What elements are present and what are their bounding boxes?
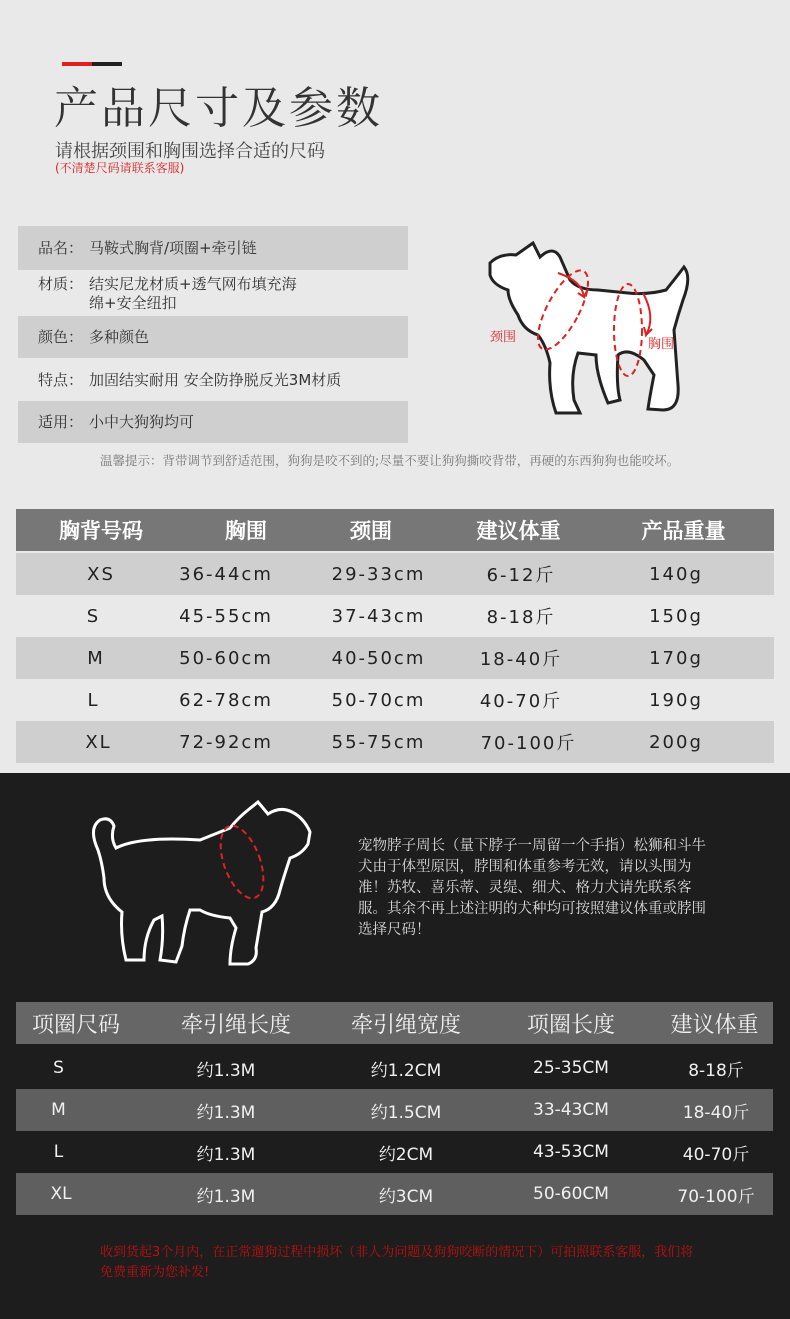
spec-row-suitable — [18, 401, 408, 443]
spec-value: 结实尼龙材质+透气网布填充海 — [89, 275, 297, 293]
subtitle-note: (不清楚尺码请联系客服) — [55, 161, 185, 175]
cell-product-weight: 140g — [649, 563, 703, 585]
dog-neck-diagram — [80, 788, 330, 978]
warranty-note: 收到货起3个月内，在正常遛狗过程中损坏（非人为问题及狗狗咬断的情况下）可拍照联系客服，我们将免费重新为您补发! — [100, 1245, 694, 1280]
harness-table-header — [16, 509, 774, 551]
collar-table-row — [16, 1089, 773, 1131]
spec-label: 材质： — [38, 275, 84, 293]
header-cell: 牵引绳宽度 — [350, 1012, 461, 1038]
accent-bar-red — [62, 62, 92, 66]
cell-neck: 50-70cm — [331, 689, 426, 711]
cell-size: M — [51, 1100, 66, 1120]
cell-size: M — [87, 647, 105, 669]
spec-label: 适用： — [38, 413, 84, 431]
cell-weight: 40-70斤 — [479, 691, 563, 712]
collar-table-row — [16, 1047, 773, 1089]
spec-row-feature — [18, 360, 408, 400]
header-cell: 胸围 — [225, 519, 267, 543]
cell-collar-length: 50-60CM — [533, 1184, 609, 1204]
spec-value: 小中大狗狗均可 — [89, 413, 195, 431]
cell-product-weight: 190g — [649, 689, 703, 711]
dog-measurement-diagram — [478, 235, 728, 425]
spec-label: 品名： — [38, 239, 84, 257]
spec-value: 马鞍式胸背/项圈+牵引链 — [89, 239, 257, 257]
header-cell: 项圈长度 — [526, 1012, 615, 1038]
dog-outline — [93, 802, 310, 964]
page-title: 产品尺寸及参数 — [54, 83, 383, 134]
harness-table-row — [16, 595, 774, 637]
collar-table-row — [16, 1173, 773, 1215]
cell-leash-width: 约1.5CM — [370, 1102, 442, 1123]
cell-leash-length: 约1.3M — [196, 1060, 256, 1081]
spec-row-color — [18, 316, 408, 358]
cell-chest: 36-44cm — [179, 563, 273, 585]
spec-value-line2: 绵+安全纽扣 — [89, 294, 177, 312]
header-cell: 建议体重 — [670, 1012, 759, 1038]
cell-size: XS — [87, 563, 115, 585]
spec-value: 加固结实耐用 安全防挣脱反光3M材质 — [89, 371, 342, 389]
cell-size: S — [86, 605, 101, 627]
header-cell: 建议体重 — [476, 519, 561, 543]
cell-weight: 18-40斤 — [682, 1102, 750, 1123]
cell-leash-width: 约1.2CM — [370, 1060, 442, 1081]
chest-label: 胸围 — [648, 337, 675, 352]
cell-size: XL — [85, 731, 112, 753]
spec-value: 多种颜色 — [89, 328, 150, 346]
cell-weight: 18-40斤 — [479, 649, 563, 670]
neck-label: 颈围 — [490, 330, 517, 345]
cell-leash-width: 约2CM — [378, 1144, 434, 1165]
cell-chest: 72-92cm — [179, 731, 273, 753]
collar-table-header — [16, 1002, 773, 1044]
cell-leash-length: 约1.3M — [196, 1186, 256, 1207]
spec-row-material — [18, 275, 408, 313]
header-cell: 项圈尺码 — [31, 1012, 120, 1038]
header-cell: 颈围 — [350, 519, 392, 543]
cell-leash-length: 约1.3M — [196, 1102, 256, 1123]
warm-tip: 温馨提示：背带调节到舒适范围，狗狗是咬不到的;尽量不要让狗狗撕咬背带，再硬的东西狗狗也能咬坏。 — [100, 453, 680, 468]
cell-size: S — [53, 1058, 64, 1078]
cell-size: XL — [50, 1184, 72, 1204]
header-cell: 牵引绳长度 — [180, 1012, 291, 1038]
cell-leash-length: 约1.3M — [196, 1144, 256, 1165]
pet-neck-note: 宠物脖子周长（量下脖子一周留一个手指）松狮和斗牛犬由于体型原因，脖围和体重参考无效，请以头围为准！苏牧、喜乐蒂、灵缇、细犬、格力犬请先联系客服。其余不再上述注明的犬种均可按照建议体重或脖围选择尺码！ — [358, 838, 706, 938]
harness-table-row — [16, 553, 774, 595]
subtitle: 请根据颈围和胸围选择合适的尺码 — [55, 141, 325, 162]
harness-table-row — [16, 637, 774, 679]
cell-chest: 45-55cm — [179, 605, 273, 627]
cell-neck: 55-75cm — [331, 731, 426, 753]
collar-table-row — [16, 1131, 773, 1173]
cell-collar-length: 25-35CM — [533, 1058, 609, 1078]
cell-chest: 50-60cm — [179, 647, 273, 669]
cell-weight: 70-100斤 — [677, 1186, 755, 1207]
header-cell: 产品重量 — [641, 519, 726, 543]
header-cell: 胸背号码 — [59, 519, 143, 543]
cell-collar-length: 43-53CM — [533, 1142, 609, 1162]
cell-neck: 37-43cm — [331, 605, 426, 627]
dog-silhouette — [490, 243, 688, 413]
spec-row-name — [18, 226, 408, 270]
cell-neck: 29-33cm — [331, 563, 426, 585]
cell-weight: 70-100斤 — [480, 733, 577, 754]
cell-weight: 8-18斤 — [486, 607, 556, 628]
cell-size: L — [87, 689, 100, 711]
cell-chest: 62-78cm — [179, 689, 273, 711]
cell-collar-length: 33-43CM — [533, 1100, 609, 1120]
harness-table-row — [16, 679, 774, 721]
cell-product-weight: 170g — [649, 647, 703, 669]
cell-product-weight: 150g — [649, 605, 703, 627]
cell-weight: 6-12斤 — [486, 565, 556, 586]
accent-bar-dark — [92, 62, 122, 66]
cell-weight: 40-70斤 — [682, 1144, 750, 1165]
spec-label: 特点： — [38, 371, 84, 389]
cell-weight: 8-18斤 — [688, 1060, 744, 1081]
cell-size: L — [53, 1142, 64, 1162]
harness-table-row — [16, 721, 774, 763]
cell-leash-width: 约3CM — [378, 1186, 434, 1207]
cell-product-weight: 200g — [649, 731, 703, 753]
spec-label: 颜色： — [38, 328, 84, 346]
cell-neck: 40-50cm — [331, 647, 426, 669]
